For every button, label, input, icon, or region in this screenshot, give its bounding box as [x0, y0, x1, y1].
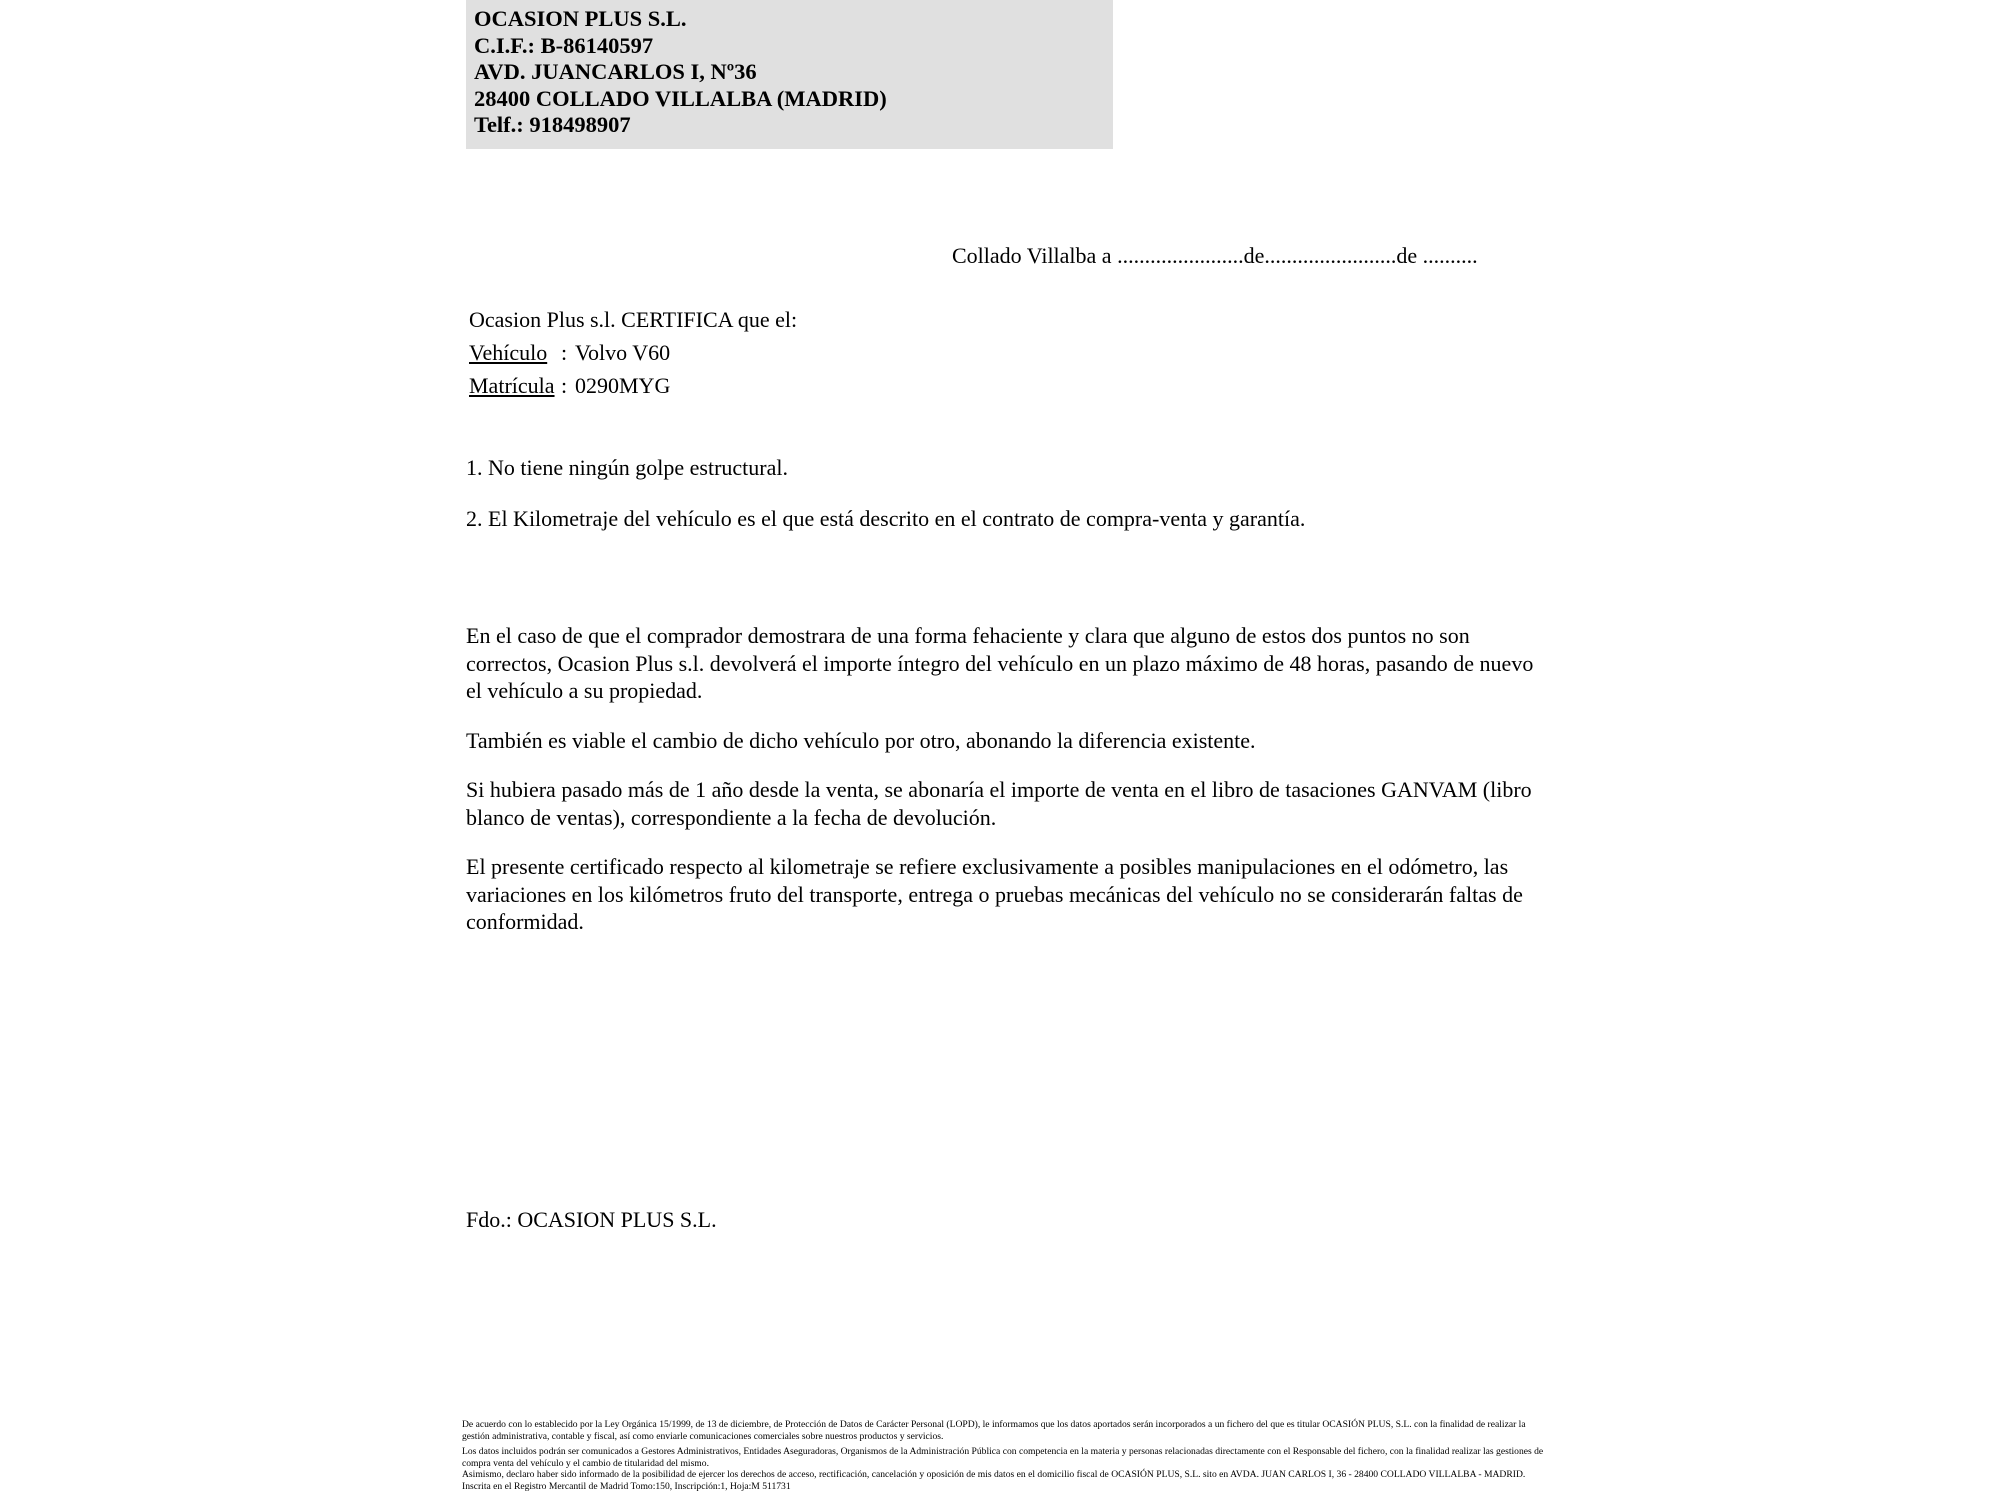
vehicle-label: Vehículo [469, 340, 548, 365]
company-cif: C.I.F.: B-86140597 [474, 32, 654, 58]
body-paragraph-3: Si hubiera pasado más de 1 año desde la venta, se abonaría el importe de venta en el libro de tasaciones GANVAM (libro blanco de ventas), correspondiente a la fecha de devolución. [466, 777, 1532, 830]
certified-point-2: 2. El Kilometraje del vehículo es el que está descrito en el contrato de compra-venta y garantía. [466, 506, 1306, 531]
vehicle-row [469, 336, 797, 369]
certified-points-list [466, 455, 1566, 557]
company-address-city: 28400 COLLADO VILLALBA (MADRID) [474, 85, 887, 111]
body-paragraph-1: En el caso de que el comprador demostrara de una forma fehaciente y clara que alguno de estos dos puntos no son correctos, Ocasion Plus s.l. devolverá el importe íntegro del vehículo en un plazo máximo de 48 horas, pasando de nuevo el vehículo a su propiedad. [466, 623, 1534, 703]
body-paragraph-4: El presente certificado respecto al kilometraje se refiere exclusivamente a posibles manipulaciones en el odómetro, las variaciones en los kilómetros fruto del transporte, entrega o pruebas mecánicas del vehículo no se considerarán faltas de conformidad. [466, 854, 1523, 934]
company-address-street: AVD. JUANCARLOS I, Nº36 [474, 59, 757, 84]
vehicle-value: Volvo V60 [575, 340, 671, 365]
company-name: OCASION PLUS S.L. [474, 6, 687, 31]
date-line: Collado Villalba a .......................de........................de .......... [952, 243, 1478, 268]
legal-paragraph-2: Los datos incluidos podrán ser comunicados a Gestores Administrativos, Entidades Aseguradoras, Organismos de la Administración Pública con competencia en la materia y personas relacionadas directamente con el Responsable del fichero, con la finalidad realizar las gestiones de compra venta del vehículo y el cambio de titularidad del mismo. [462, 1446, 1544, 1469]
plate-separator: : [561, 373, 568, 398]
plate-value: 0290MYG [575, 373, 671, 398]
body-text [466, 622, 1536, 936]
vehicle-separator: : [561, 340, 568, 365]
certification-block [469, 303, 797, 402]
legal-paragraph-1: De acuerdo con lo establecido por la Ley Orgánica 15/1999, de 13 de diciembre, de Protección de Datos de Carácter Personal (LOPD), le informamos que los datos aportados serán incorporados a un fichero del que es titular OCASIÓN PLUS, S.L. con la finalidad de realizar la gestión administrativa, contable y fiscal, así como enviarle comunicaciones comerciales sobre nuestros productos y servicios. [462, 1419, 1526, 1442]
legal-paragraph-3: Asimismo, declaro haber sido informado de la posibilidad de ejercer los derechos de acceso, rectificación, cancelación y oposición de mis datos en el domicilio fiscal de OCASIÓN PLUS, S.L. sito en AVDA. JUAN CARLOS I, 36 - 28400 COLLADO VILLALBA - MADRID. Inscrita en el Registro Mercantil de Madrid Tomo:150, Inscripción:1, Hoja:M 511731 [462, 1469, 1526, 1492]
plate-row [469, 369, 797, 402]
company-phone: Telf.: 918498907 [474, 112, 631, 137]
legal-notice [462, 1419, 1552, 1493]
plate-label: Matrícula [469, 373, 555, 398]
certification-intro: Ocasion Plus s.l. CERTIFICA que el: [469, 307, 798, 332]
certified-point-1: 1. No tiene ningún golpe estructural. [466, 455, 788, 480]
company-letterhead [466, 0, 1113, 149]
body-paragraph-2: También es viable el cambio de dicho vehículo por otro, abonando la diferencia existente. [466, 727, 1256, 753]
signature-line: Fdo.: OCASION PLUS S.L. [466, 1207, 717, 1232]
